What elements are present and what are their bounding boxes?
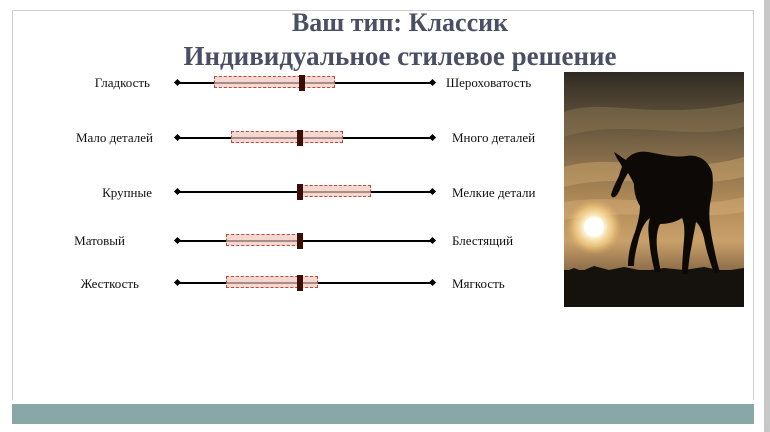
- scale-right-label: Блестящий: [452, 233, 514, 248]
- scale-left-label: Крупные: [102, 185, 152, 200]
- scale-left-label: Мало деталей: [75, 130, 153, 145]
- slide-subtitle: Индивидуальное стилевое решение: [183, 41, 617, 71]
- footer-band: [12, 404, 754, 424]
- scale-right-label: Мелкие детали: [452, 185, 536, 200]
- scale-marker: [297, 184, 303, 200]
- scale-right-label: Много деталей: [452, 130, 536, 145]
- scale-bar: [178, 185, 432, 199]
- scale-right-label: Шероховатость: [446, 75, 532, 90]
- scale-range: [226, 276, 317, 288]
- scale-right-label: Мягкость: [452, 276, 505, 291]
- scale-marker: [297, 275, 303, 291]
- window-edge: [764, 0, 770, 432]
- scale-left-label: Жесткость: [80, 276, 139, 291]
- scale-range: [300, 185, 371, 197]
- scale-marker: [299, 75, 305, 91]
- slide-title: Ваш тип: Классик: [291, 8, 509, 37]
- scale-bar: [178, 234, 432, 248]
- scale-bar: [178, 276, 432, 290]
- scale-range: [226, 234, 300, 246]
- scale-marker: [297, 233, 303, 249]
- scale-range: [214, 76, 336, 88]
- scale-bar: [178, 131, 432, 145]
- scale-line: [178, 240, 432, 242]
- scale-left-label: Гладкость: [94, 75, 150, 90]
- scale-bar: [178, 76, 432, 90]
- horse-sunset-photo: [564, 72, 744, 307]
- scale-left-label: Матовый: [74, 233, 125, 248]
- scale-marker: [297, 130, 303, 146]
- scale-range: [231, 131, 343, 143]
